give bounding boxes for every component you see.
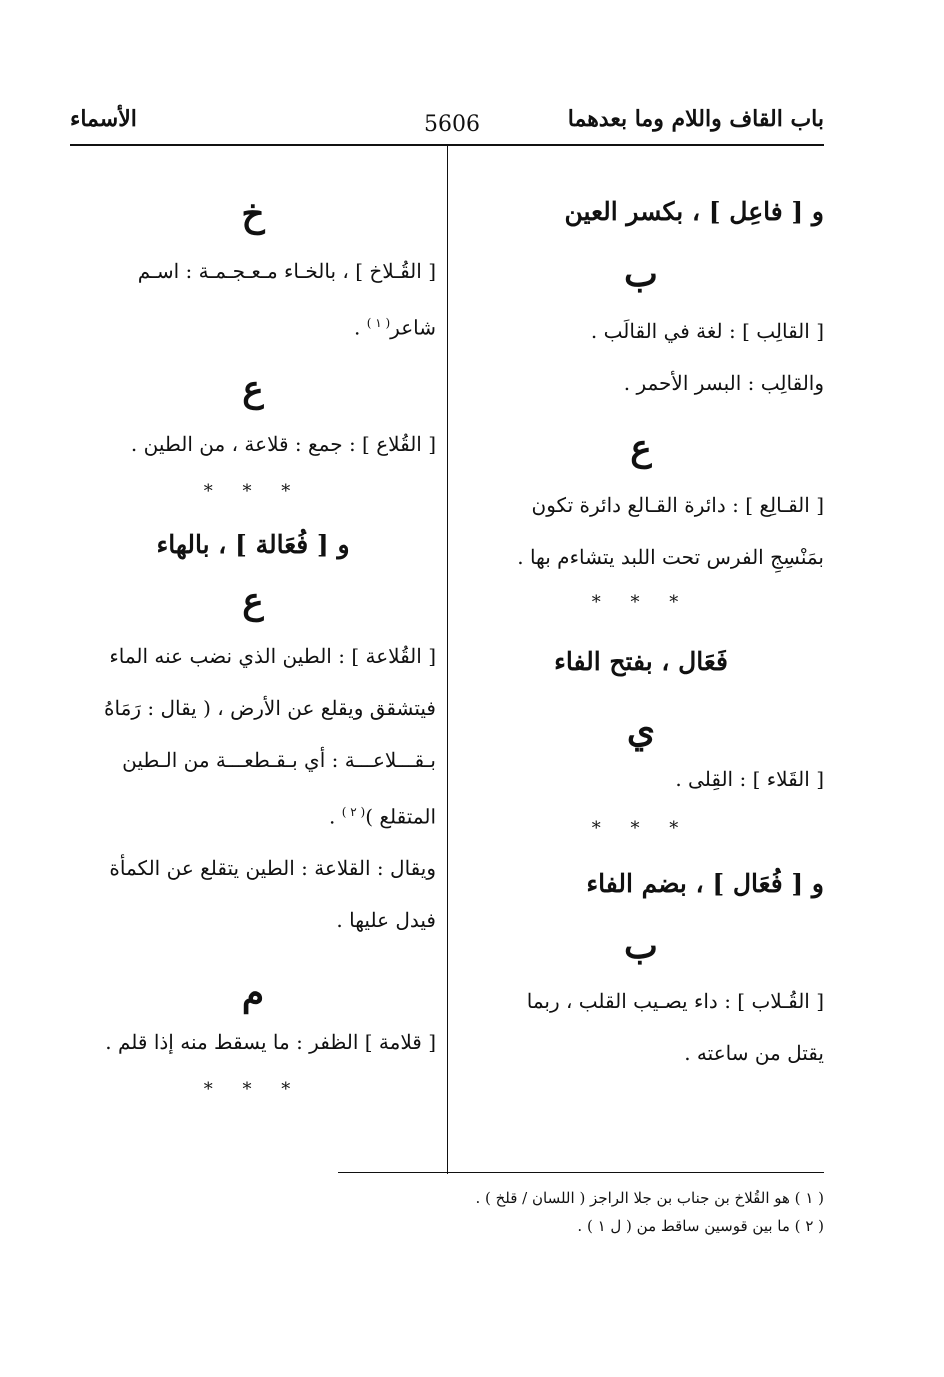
entry-qulaa-4	[70, 797, 436, 832]
letter-heading-ba: ب	[624, 253, 658, 295]
chapter-title: باب القاف واللام وما بعدهما	[567, 106, 824, 132]
footnotes	[338, 1184, 824, 1240]
section-title-fuala: و [ فُعَالة ] ، بالهاء	[156, 529, 350, 559]
footnote-ref-1: ( ١ )	[366, 316, 391, 330]
footnote-ref-2: ( ٢ )	[341, 804, 366, 819]
entry-qulaa-end: .	[329, 804, 342, 829]
separator-stars: * * *	[203, 480, 303, 502]
separator-stars: * * *	[591, 592, 691, 613]
entry-qulaa-word: المتقلع )	[365, 804, 436, 829]
entry-qalib: [ القالِب ] : لغة في القالَب .	[590, 319, 824, 343]
section-title-fual: و [ فُعَال ] ، بضم الفاء	[586, 869, 824, 898]
letter-heading-ain-2: ع	[242, 579, 264, 622]
entry-qula: [ القُلاع ] : جمع : قلاعة ، من الطين .	[130, 431, 436, 456]
entry-qulaa-3: بـقـــلاعـــة : أي بـقـطعـــة من الـطين	[122, 747, 436, 772]
entry-qulakh-word: شاعر	[390, 315, 436, 340]
entry-yuqal: ويقال : القلاعة : الطين يتقلع عن الكمأة	[109, 856, 436, 881]
letter-heading-ain: ع	[630, 427, 652, 469]
entry-qulakh: [ القُـلاخ ] ، بالخـاء مـعـجـمـة : اسـم	[137, 259, 436, 283]
section-heading: الأسماء	[70, 106, 137, 132]
entry-qulaa: [ القُلاعة ] : الطين الذي نضب عنه الماء	[109, 643, 436, 668]
page-number: 5606	[424, 112, 480, 137]
entry-qalib-2: والقالِب : البسر الأحمر .	[623, 371, 824, 395]
letter-heading-kha: خ	[241, 193, 265, 235]
right-column	[458, 186, 824, 1068]
column-divider	[447, 146, 448, 1174]
footnote-rule	[338, 1172, 824, 1173]
section-title-faal: فَعَال ، بفتح الفاء	[554, 647, 728, 676]
section-title-faail: و [ فاعِل ] ، بكسر العين	[564, 197, 824, 226]
entry-qala: [ القَلاء ] : القِلى .	[675, 767, 824, 791]
entry-qali-2: بمَنْسِجِ الفرس تحت اللبد يتشاءم بها .	[517, 545, 824, 569]
footnote-2: ( ٢ ) ما بين قوسين ساقط من ( ل ١ ) .	[577, 1217, 824, 1235]
entry-qulakh-2	[70, 308, 436, 343]
entry-qali: [ القـالِع ] : دائرة القـالع دائرة تكون	[531, 493, 824, 517]
footnote-1: ( ١ ) هو القُلاخ بن جناب بن جلا الراجز ( اللسان / قلخ ) .	[475, 1189, 824, 1207]
entry-qulakh-end: .	[354, 315, 367, 340]
left-column	[70, 186, 436, 1101]
entry-qulab: [ القُـلاب ] : داء يصـيب القلب ، ربما	[526, 989, 824, 1013]
entry-yuqal-2: فيدل عليها .	[336, 908, 436, 933]
letter-heading-ain: ع	[242, 367, 264, 410]
separator-stars: * * *	[591, 818, 691, 839]
letter-heading-ya: ي	[626, 709, 656, 751]
separator-stars: * * *	[203, 1079, 303, 1101]
entry-qulama: [ قلامة ] الظفر : ما يسقط منه إذا قلم .	[105, 1030, 436, 1055]
letter-heading-ba-2: ب	[624, 925, 658, 967]
entry-qulaa-2: فيتشقق ويقلع عن الأرض ، ( يقال : رَمَاهُ	[104, 695, 436, 720]
letter-heading-mim: م	[241, 972, 265, 1015]
entry-qulab-2: يقتل من ساعته .	[684, 1041, 824, 1065]
